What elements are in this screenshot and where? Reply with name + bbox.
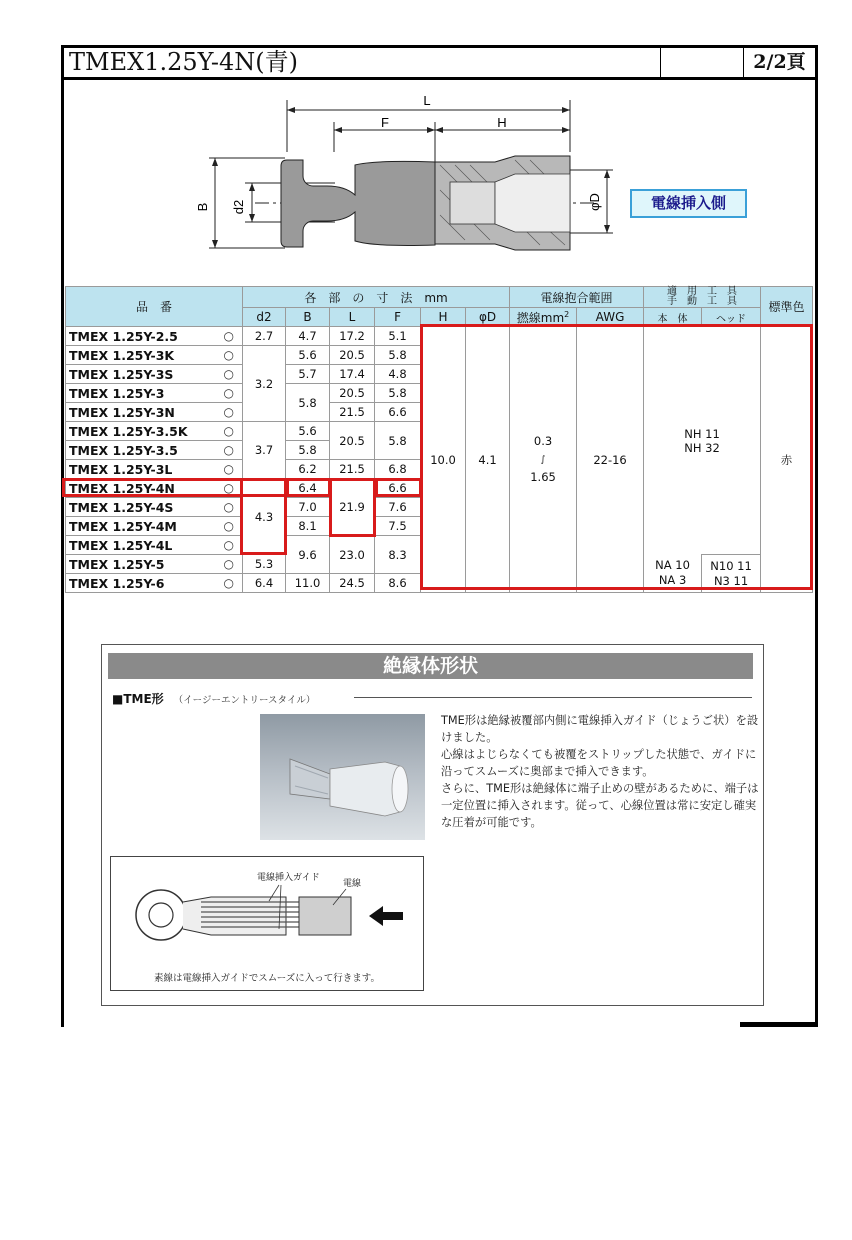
cell-L: 24.5 — [330, 574, 375, 593]
cell-B: 11.0 — [286, 574, 330, 593]
circle-mark: ○ — [216, 441, 243, 460]
col-d2: d2 — [243, 308, 286, 327]
title-blank-cell — [661, 48, 744, 77]
cell-L: 23.0 — [330, 536, 375, 574]
panel-title: 絶縁体形状 — [108, 653, 753, 679]
cell-B: 5.7 — [286, 365, 330, 384]
part-number: TMEX 1.25Y-3.5 — [66, 441, 216, 460]
title-bar — [61, 45, 818, 80]
panel-description: TME形は絶縁被覆部内側に電線挿入ガイド（じょうご状）を設けました。 心線はよじらなくても被覆をストリップした状態で、ガイドに沿ってスムーズに奥部まで挿入できます。 さらに、TME形は絶縁体に端子止めの壁があるために、端子は一定位置に挿入されます。従って、心線位置は常に安定し確実な圧着が可能です。 — [441, 714, 759, 829]
cell-B: 5.6 — [286, 422, 330, 441]
cell-color: 赤 — [761, 327, 813, 593]
cell-d2: 3.2 — [243, 346, 286, 422]
cell-B: 9.6 — [286, 536, 330, 574]
circle-mark: ○ — [216, 403, 243, 422]
illustration-caption: 素線は電線挿入ガイドでスムーズに入って行きます。 — [153, 973, 380, 984]
cell-d2: 3.7 — [243, 422, 286, 479]
cell-B: 6.4 — [286, 479, 330, 498]
circle-mark: ○ — [216, 479, 243, 498]
cell-tools-nh: NH 11 NH 32 — [644, 327, 761, 555]
part-number: TMEX 1.25Y-3.5K — [66, 422, 216, 441]
cell-F: 6.6 — [375, 403, 421, 422]
col-part-number: 品 番 — [66, 287, 243, 327]
cell-tool-body: NA 10 NA 3 — [644, 555, 702, 593]
cell-F: 6.6 — [375, 479, 421, 498]
col-wire-range: 電線抱合範囲 — [510, 287, 644, 308]
divider — [354, 697, 752, 698]
dim-F: F — [381, 115, 389, 130]
col-awg: AWG — [577, 308, 644, 327]
part-number: TMEX 1.25Y-3S — [66, 365, 216, 384]
part-number: TMEX 1.25Y-6 — [66, 574, 216, 593]
circle-mark: ○ — [216, 460, 243, 479]
cell-B: 7.0 — [286, 498, 330, 517]
circle-mark: ○ — [216, 536, 243, 555]
part-number: TMEX 1.25Y-3 — [66, 384, 216, 403]
cell-F: 7.6 — [375, 498, 421, 517]
circle-mark: ○ — [216, 498, 243, 517]
circle-mark: ○ — [216, 384, 243, 403]
part-number: TMEX 1.25Y-5 — [66, 555, 216, 574]
cell-phiD: 4.1 — [466, 327, 510, 593]
cell-tool-head: N10 11 N3 11 — [702, 555, 761, 593]
cell-L: 20.5 — [330, 384, 375, 403]
cell-L: 20.5 — [330, 346, 375, 365]
part-number: TMEX 1.25Y-4S — [66, 498, 216, 517]
cell-B: 5.6 — [286, 346, 330, 365]
part-number: TMEX 1.25Y-3K — [66, 346, 216, 365]
part-number: TMEX 1.25Y-2.5 — [66, 327, 216, 346]
cell-L: 20.5 — [330, 422, 375, 460]
page-number: 2/2頁 — [753, 51, 806, 73]
document-title: TMEX1.25Y-4N(青) — [64, 48, 661, 77]
terminal-photo — [260, 714, 425, 840]
wire-label: 電線 — [343, 879, 362, 889]
cell-F: 5.8 — [375, 384, 421, 403]
col-tool-body: 本 体 — [644, 308, 702, 327]
col-F: F — [375, 308, 421, 327]
panel-subtitle: ■TME形 （イージーエントリースタイル） — [112, 692, 316, 706]
cell-F: 7.5 — [375, 517, 421, 536]
guide-label: 電線挿入ガイド — [257, 873, 320, 883]
cell-d2: 6.4 — [243, 574, 286, 593]
part-number: TMEX 1.25Y-4L — [66, 536, 216, 555]
cell-F: 4.8 — [375, 365, 421, 384]
col-B: B — [286, 308, 330, 327]
cell-H: 10.0 — [421, 327, 466, 593]
cell-L: 21.5 — [330, 403, 375, 422]
cell-B: 4.7 — [286, 327, 330, 346]
cell-B: 8.1 — [286, 517, 330, 536]
part-number: TMEX 1.25Y-3N — [66, 403, 216, 422]
terminal-drawing — [195, 90, 635, 265]
circle-mark: ○ — [216, 517, 243, 536]
cell-awg: 22-16 — [577, 327, 644, 593]
insulation-shape-panel — [101, 644, 764, 1006]
cell-wire-range: 0.3 ∫ 1.65 — [510, 327, 577, 593]
cell-F: 5.8 — [375, 346, 421, 365]
circle-mark: ○ — [216, 346, 243, 365]
table-row — [66, 327, 813, 346]
cell-F: 8.6 — [375, 574, 421, 593]
cell-L: 21.9 — [330, 479, 375, 536]
cell-B: 5.8 — [286, 441, 330, 460]
cell-B: 6.2 — [286, 460, 330, 479]
dim-d2: d2 — [231, 199, 246, 215]
cell-d2: 2.7 — [243, 327, 286, 346]
cell-L: 21.5 — [330, 460, 375, 479]
cell-d2: 5.3 — [243, 555, 286, 574]
cell-F: 5.8 — [375, 422, 421, 460]
col-wire-mm: 撚線$mm^2$ — [510, 308, 577, 327]
circle-mark: ○ — [216, 574, 243, 593]
part-number: TMEX 1.25Y-3L — [66, 460, 216, 479]
cell-F: 6.8 — [375, 460, 421, 479]
circle-mark: ○ — [216, 422, 243, 441]
dim-H: H — [497, 115, 507, 130]
dim-B: B — [195, 202, 210, 212]
cell-L: 17.2 — [330, 327, 375, 346]
circle-mark: ○ — [216, 327, 243, 346]
col-tool-head: ヘッド — [702, 308, 761, 327]
bottom-mark — [740, 1022, 818, 1027]
dim-phiD: φD — [587, 193, 602, 211]
cell-F: 5.1 — [375, 327, 421, 346]
circle-mark: ○ — [216, 365, 243, 384]
part-number: TMEX 1.25Y-4M — [66, 517, 216, 536]
spec-table — [65, 286, 813, 593]
col-dimensions: 各 部 の 寸 法 mm — [243, 287, 510, 308]
circle-mark: ○ — [216, 555, 243, 574]
col-phiD: φD — [466, 308, 510, 327]
insertion-illustration — [110, 856, 424, 991]
cell-B: 5.8 — [286, 384, 330, 422]
wire-insert-side-badge: 電線挿入側 — [630, 189, 747, 218]
col-H: H — [421, 308, 466, 327]
cell-L: 17.4 — [330, 365, 375, 384]
col-standard-color: 標準色 — [761, 287, 813, 327]
col-tools: 適 用 工 具 手 動 工 具 — [644, 287, 761, 308]
cell-d2: 4.3 — [243, 479, 286, 555]
cell-F: 8.3 — [375, 536, 421, 574]
part-number: TMEX 1.25Y-4N — [66, 479, 216, 498]
dim-L: L — [423, 93, 431, 108]
col-L: L — [330, 308, 375, 327]
